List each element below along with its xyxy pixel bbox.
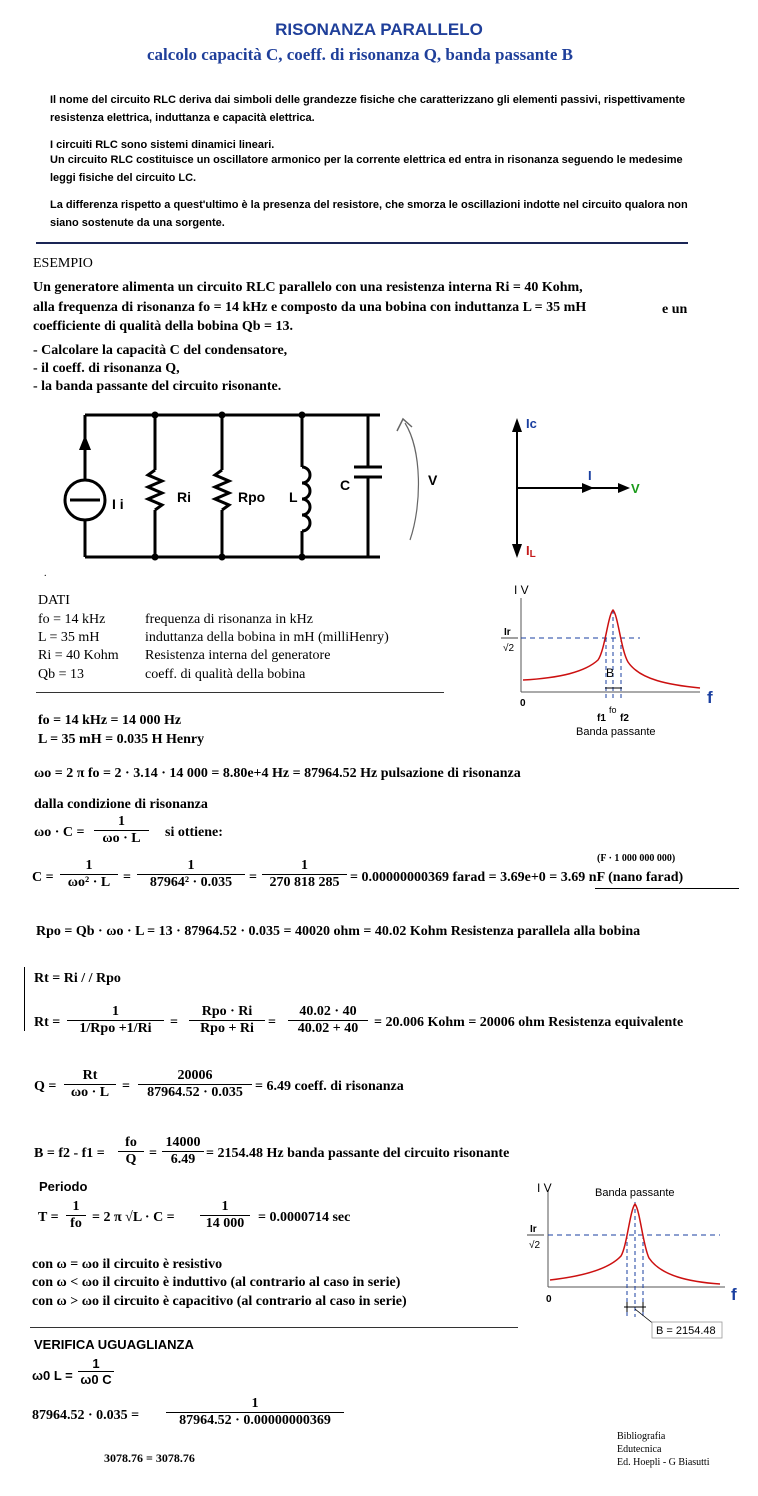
label-v: V [631, 481, 640, 496]
rt-eq-1: = [170, 1015, 178, 1030]
example-line-2b: e un [662, 302, 688, 317]
periodo-label: Periodo [39, 1179, 88, 1194]
dati-desc-3: coeff. di qualità della bobina [145, 667, 306, 682]
q-result: = 6.49 coeff. di risonanza [255, 1079, 404, 1094]
condition-resistive: con ω = ωo il circuito è resistivo [32, 1257, 223, 1272]
rt-result: = 20.006 Kohm = 20006 ohm Resistenza equivalente [374, 1015, 684, 1030]
label-fo: fo [609, 705, 617, 715]
label-ri: Ri [177, 489, 191, 505]
label-zero: 0 [520, 698, 526, 709]
label-ii: I i [112, 496, 124, 512]
intro-paragraph-3: Un circuito RLC costituisce un oscillatore armonico per la corrente elettrica ed entra in risonanza seguendo le medesime leggi fisiche del circuito LC. [50, 154, 683, 184]
graph1-caption: Banda passante [576, 726, 656, 738]
cond-fraction: $\frac{1}{\omega o \cdot L}$ [94, 814, 149, 847]
section-divider [36, 242, 688, 244]
rt-definition: Rt = Ri / / Rpo [34, 971, 121, 986]
bandwidth-label: B = 2154.48 [656, 1325, 716, 1337]
circuit-diagram [60, 405, 460, 575]
rt-bracket [24, 967, 25, 1031]
dati-key-1: L = 35 mH [38, 630, 100, 645]
b-fraction-2: $\frac{14000}{6.49}$ [162, 1135, 204, 1168]
c-fraction-2: $\frac{1}{\text{87964² · 0.035}}$ [137, 858, 245, 891]
rt-fraction-2: Rpo · Ri Rpo + Ri [189, 1004, 265, 1037]
label-f2: f2 [620, 713, 629, 724]
stray-dot: . [44, 568, 47, 579]
b-lhs: B = f2 - f1 = [34, 1146, 105, 1161]
b-eq: = [149, 1146, 157, 1161]
label-zero-2: 0 [546, 1294, 552, 1305]
t-fraction-1: $\frac{1}{fo}$ [66, 1199, 86, 1232]
rt-lhs: Rt = [34, 1015, 61, 1030]
axis-y-label: I V [514, 583, 529, 597]
cond-text: dalla condizione di risonanza [34, 797, 208, 812]
t-fraction-2: $\frac{1}{14 000}$ [200, 1199, 250, 1232]
c-fraction-3: $\frac{1}{270 818 285}$ [262, 858, 347, 891]
rt-fraction-1: 1 1/Rpo +1/Ri [67, 1004, 164, 1037]
rpo-line: Rpo = Qb · ωo · L = 13 · 87964.52 · 0.035 = 40020 ohm = 40.02 Kohm Resistenza parallela alla bobina [36, 924, 641, 939]
intro-paragraph-2: I circuiti RLC sono sistemi dinamici lineari. [50, 139, 275, 151]
c-note: (F · 1 000 000 000) [597, 853, 676, 864]
label-ir-2: Ir [530, 1224, 537, 1235]
example-line-1: Un generatore alimenta un circuito RLC parallelo con una resistenza interna Ri = 40 Kohm, [33, 280, 583, 295]
label-v: V [428, 472, 438, 488]
c-eq-2: = [249, 870, 257, 885]
bibliography-publisher: Ed. Hoepli - G Biasutti [617, 1457, 710, 1468]
si-ottiene: si ottiene: [165, 825, 223, 840]
label-rpo: Rpo [238, 489, 266, 505]
verifica-divider [30, 1327, 518, 1328]
dati-key-0: fo = 14 kHz [38, 612, 106, 627]
condition-inductive: con ω < ωo il circuito è induttivo (al contrario al caso in serie) [32, 1275, 401, 1290]
q-fraction-1: $\frac{Rt}{\omega o \cdot L}$ [64, 1068, 116, 1101]
label-b: B [606, 666, 615, 680]
graph2-title: Banda passante [595, 1187, 675, 1199]
label-ic: Ic [526, 416, 537, 431]
c-eq-1: = [123, 870, 131, 885]
omega-line: ωo = 2 π fo = 2 · 3.14 · 14 000 = 8.80e+4 Hz = 87964.52 Hz pulsazione di risonanza [34, 766, 521, 781]
task-1: - Calcolare la capacità C del condensatore, [33, 343, 288, 358]
q-eq: = [122, 1079, 130, 1094]
dati-desc-1: induttanza della bobina in mH (milliHenry) [145, 630, 389, 645]
label-sqrt2: √2 [503, 643, 515, 654]
rt-fraction-3: $\frac{40.02 \cdot 40}{40.02 + 40}$ [288, 1004, 368, 1037]
bibliography-title: Bibliografia [617, 1431, 666, 1442]
c-lhs: C = [32, 870, 54, 885]
page-subtitle: calcolo capacità C, coeff. di risonanza Q, banda passante B [147, 45, 573, 64]
label-f-2: f [731, 1285, 737, 1304]
phasor-diagram [490, 410, 660, 565]
q-lhs: Q = [34, 1079, 57, 1094]
intro-paragraph-1: Il nome del circuito RLC deriva dai simboli delle grandezze fisiche che caratterizzano gli elementi passivi, rispettivamente resistenza elettrica, induttanza e capacità elettrica. [50, 94, 686, 124]
q-fraction-2: $\frac{20006}{87964.52 \cdot 0.035}$ [138, 1068, 252, 1101]
fo-line: fo = 14 kHz = 14 000 Hz [38, 713, 182, 728]
dati-key-2: Ri = 40 Kohm [38, 648, 119, 663]
label-ir: Ir [504, 627, 511, 638]
dati-desc-0: frequenza di risonanza in kHz [145, 612, 313, 627]
b-fraction-1: $\frac{fo}{Q}$ [118, 1135, 144, 1168]
intro-paragraph-4: La differenza rispetto a quest'ultimo è la presenza del resistore, che smorza le oscillazioni indotte nel circuito qualora non siano sostenute da una sorgente. [50, 199, 688, 229]
example-heading: ESEMPIO [33, 256, 93, 271]
bibliography-source: Edutecnica [617, 1444, 662, 1455]
c-result: = 0.00000000369 farad = 3.69e+0 = 3.69 nF (nano farad) [350, 870, 684, 885]
t-lhs: T = [38, 1210, 59, 1225]
verifica-fraction-1: $\frac{1}{\omega 0 C}$ [78, 1356, 114, 1387]
t-result: = 0.0000714 sec [258, 1210, 351, 1225]
condition-capacitive: con ω > ωo il circuito è capacitivo (al contrario al caso in serie) [32, 1294, 407, 1309]
verifica-fraction-2: $\frac{1}{87964.52 \cdot 0.00000000369}$ [166, 1396, 344, 1429]
page-title: RISONANZA PARALLELO [275, 20, 483, 39]
dati-divider [36, 692, 444, 693]
cond-lhs: ωo · C = [34, 825, 85, 840]
task-3: - la banda passante del circuito risonante. [33, 379, 282, 394]
label-f1: f1 [597, 713, 606, 724]
dati-key-3: Qb = 13 [38, 667, 85, 682]
label-sqrt2-2: √2 [529, 1240, 541, 1251]
axis-y-label-2: I V [537, 1181, 552, 1195]
label-f: f [707, 688, 713, 707]
dati-heading: DATI [38, 593, 70, 608]
resonance-graph-2 [515, 1172, 750, 1342]
l-line: L = 35 mH = 0.035 H Henry [38, 732, 205, 747]
c-result-underline [595, 888, 739, 889]
label-il: IL [526, 543, 536, 560]
verifica-lhs-2: 87964.52 · 0.035 = [32, 1408, 140, 1423]
dati-desc-2: Resistenza interna del generatore [145, 648, 331, 663]
example-line-2: alla frequenza di risonanza fo = 14 kHz e composto da una bobina con induttanza L = 35 mH [33, 300, 587, 315]
verifica-lhs-1: ω0 L = [32, 1368, 73, 1383]
label-l: L [289, 489, 298, 505]
label-c: C [340, 477, 351, 493]
example-line-3: coefficiente di qualità della bobina Qb = 13. [33, 319, 293, 334]
verifica-heading: VERIFICA UGUAGLIANZA [34, 1337, 194, 1352]
t-middle: = 2 π √L · C = [92, 1210, 175, 1225]
verifica-result: 3078.76 = 3078.76 [104, 1451, 195, 1465]
task-2: - il coeff. di risonanza Q, [33, 361, 180, 376]
c-fraction-1: $\frac{1}{\text{ωo² · L}}$ [60, 858, 118, 891]
rt-eq-2: = [268, 1015, 276, 1030]
b-result: = 2154.48 Hz banda passante del circuito risonante [206, 1146, 510, 1161]
resonance-graph-1 [490, 580, 725, 740]
label-i: I [588, 468, 592, 483]
